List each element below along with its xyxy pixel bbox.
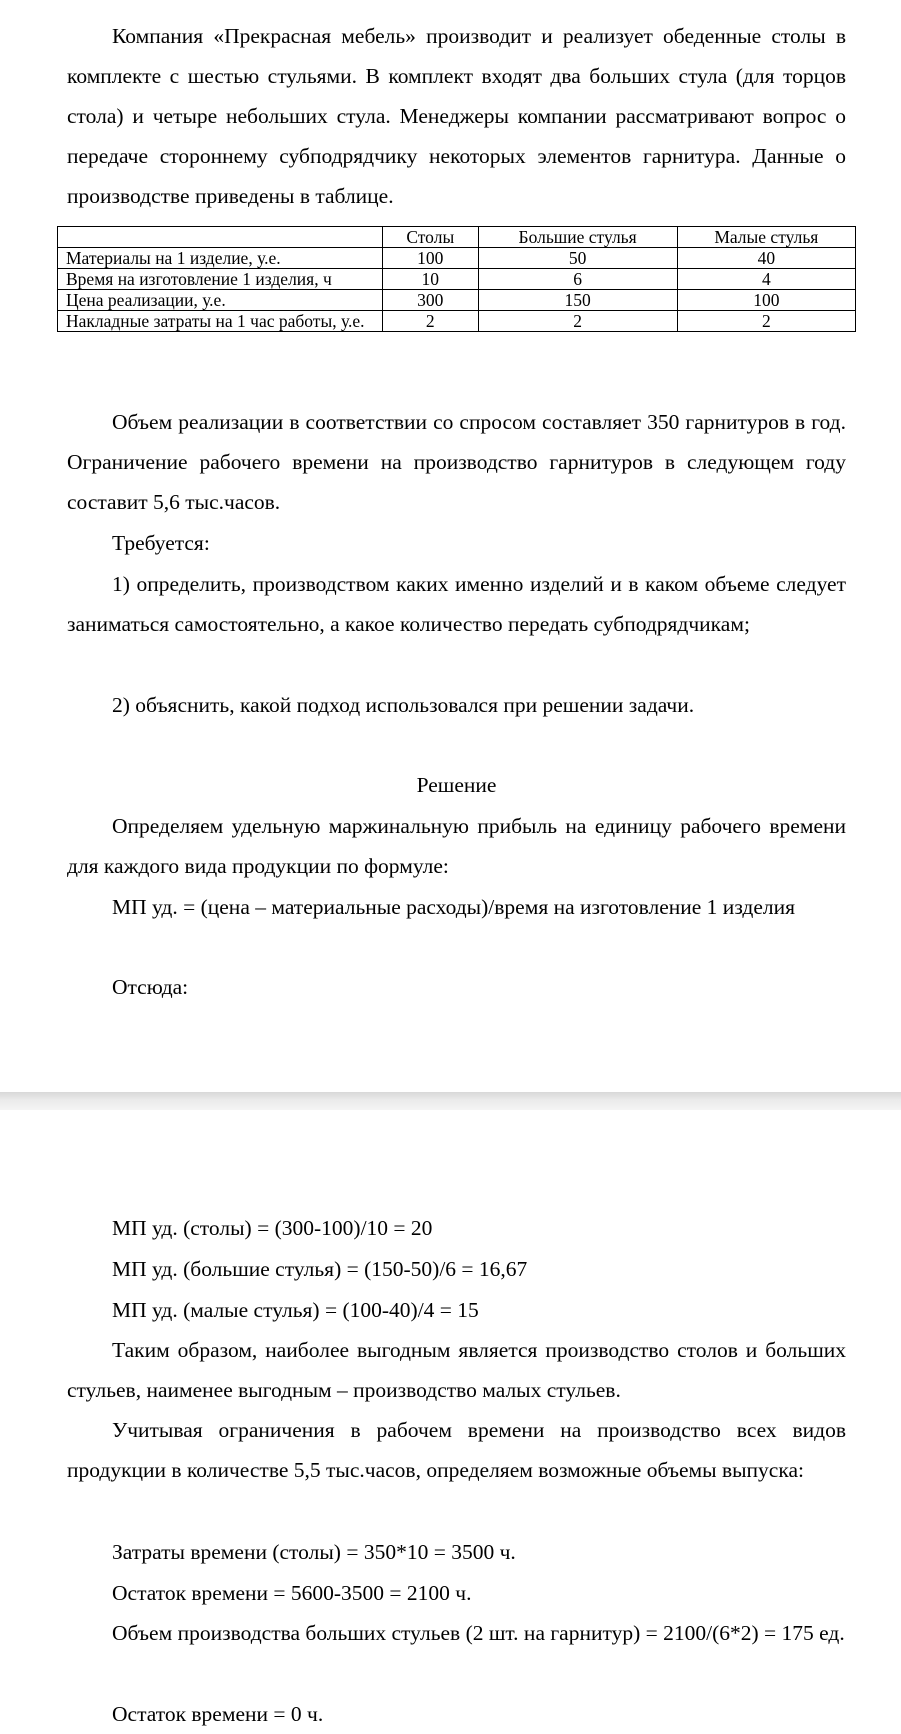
table-cell: 2 bbox=[677, 311, 855, 332]
table-cell: 4 bbox=[677, 269, 855, 290]
production-data-table bbox=[57, 226, 856, 332]
big-chairs-volume-paragraph: Объем производства больших стульев (2 шт. на гарнитур) = 2100/(6*2) = 175 ед. bbox=[112, 1621, 845, 1645]
table-cell: 2 bbox=[383, 311, 479, 332]
table-cell: 300 bbox=[383, 290, 479, 311]
table-cell: 50 bbox=[478, 248, 677, 269]
table-row-label: Время на изготовление 1 изделия, ч bbox=[58, 269, 383, 290]
mp-small-chairs-line: МП уд. (малые стулья) = (100-40)/4 = 15 bbox=[112, 1298, 479, 1322]
table-row-label: Цена реализации, у.е. bbox=[58, 290, 383, 311]
table-cell: 40 bbox=[677, 248, 855, 269]
table-cell: 6 bbox=[478, 269, 677, 290]
mp-big-chairs-line: МП уд. (большие стулья) = (150-50)/6 = 16,67 bbox=[112, 1257, 528, 1281]
table-header-big-chairs: Большие стулья bbox=[478, 227, 677, 248]
table-cell: 100 bbox=[677, 290, 855, 311]
table-header-tables: Столы bbox=[383, 227, 479, 248]
constraint-paragraph: Учитывая ограничения в рабочем времени на производство всех видов продукции в количестве 5,5 тыс.часов, определяем возможные объемы выпуска: bbox=[67, 1418, 846, 1482]
table-cell: 2 bbox=[478, 311, 677, 332]
table-header-empty bbox=[58, 227, 383, 248]
hence-label: Отсюда: bbox=[112, 975, 189, 999]
mp-tables-line: МП уд. (столы) = (300-100)/10 = 20 bbox=[112, 1216, 433, 1240]
task-1: 1) определить, производством каких именно изделий и в каком объеме следует заниматься самостоятельно, а какое количество передать субподрядчикам; bbox=[67, 572, 846, 636]
table-cell: 150 bbox=[478, 290, 677, 311]
remaining-time-line-1: Остаток времени = 5600-3500 = 2100 ч. bbox=[112, 1581, 472, 1605]
solution-title: Решение bbox=[416, 773, 497, 797]
table-cell: 100 bbox=[383, 248, 479, 269]
table-header-small-chairs: Малые стулья bbox=[677, 227, 855, 248]
task-2: 2) объяснить, какой подход использовался при решении задачи. bbox=[112, 693, 695, 717]
table-row bbox=[58, 269, 856, 290]
table-row bbox=[58, 290, 856, 311]
table-row-label: Накладные затраты на 1 час работы, у.е. bbox=[58, 311, 383, 332]
document-page-2 bbox=[0, 1110, 901, 1726]
required-label: Требуется: bbox=[112, 531, 210, 555]
table-cell: 10 bbox=[383, 269, 479, 290]
solution-paragraph: Определяем удельную маржинальную прибыль на единицу рабочего времени для каждого вида продукции по формуле: bbox=[67, 814, 846, 878]
table-header-row bbox=[58, 227, 856, 248]
table-row bbox=[58, 248, 856, 269]
volume-paragraph: Объем реализации в соответствии со спросом составляет 350 гарнитуров в год. Ограничение рабочего времени на производство гарнитуров в следующем году составит 5,6 тыс.часов. bbox=[67, 410, 846, 514]
conclusion-paragraph: Таким образом, наиболее выгодным является производство столов и больших стульев, наименее выгодным – производство малых стульев. bbox=[67, 1338, 846, 1402]
remaining-time-line-2: Остаток времени = 0 ч. bbox=[112, 1702, 324, 1726]
formula-paragraph: МП уд. = (цена – материальные расходы)/время на изготовление 1 изделия bbox=[112, 895, 796, 919]
table-row-label: Материалы на 1 изделие, у.е. bbox=[58, 248, 383, 269]
time-tables-line: Затраты времени (столы) = 350*10 = 3500 ч. bbox=[112, 1540, 516, 1564]
table-row bbox=[58, 311, 856, 332]
page-separator bbox=[0, 1092, 901, 1110]
intro-paragraph: Компания «Прекрасная мебель» производит и реализует обеденные столы в комплекте с шестью стульями. В комплект входят два больших стула (для торцов стола) и четыре небольших стула. Менеджеры компании рассматривают вопрос о передаче стороннему субподрядчику некоторых элементов гарнитура. Данные о производстве приведены в таблице. bbox=[67, 24, 846, 208]
